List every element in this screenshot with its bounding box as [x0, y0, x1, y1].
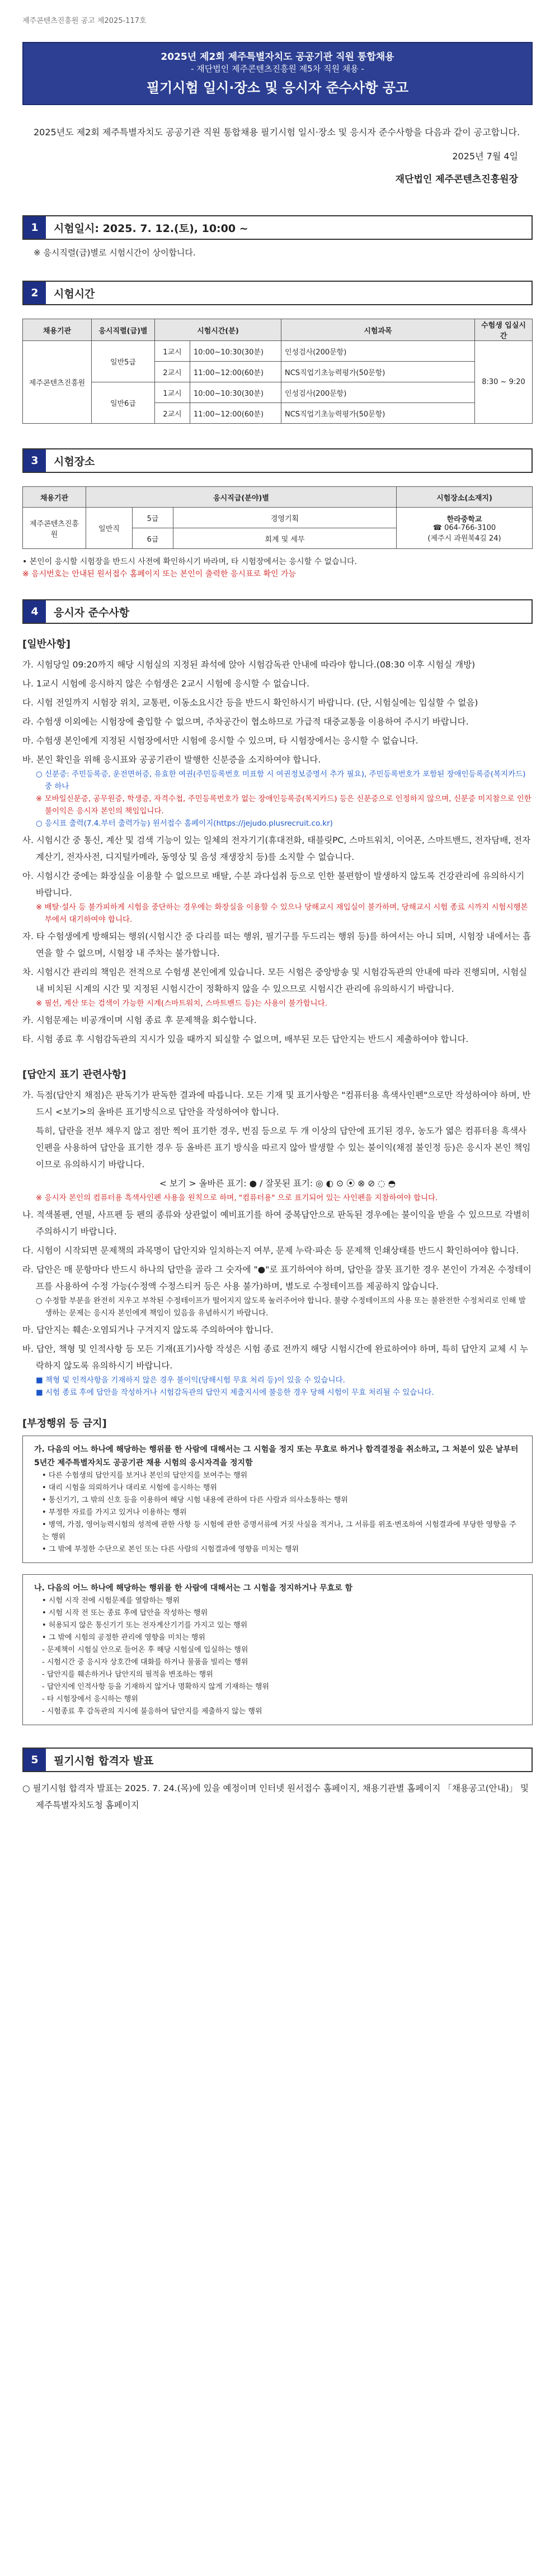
col-header: 채용기관	[23, 319, 92, 341]
rule-item: 마. 답안지는 훼손·오염되거나 구겨지지 않도록 주의하여야 합니다.	[22, 1325, 274, 1335]
cell-subject: NCS직업기초능력평가(50문항)	[281, 362, 475, 382]
cell-org: 제주콘텐츠진흥원	[23, 341, 92, 424]
rule-item: 라. 수험생 이외에는 시험장에 출입할 수 없으며, 주차공간이 협소하므로 가급적 대중교통을 이용하여 주시기 바랍니다.	[22, 717, 469, 727]
final-note: ■ 시험 종료 후에 답안을 작성하거나 시험감독관의 답안지 제출지시에 불응한 경우 당해 시험이 무효 처리될 수 있습니다.	[36, 1388, 434, 1397]
final-note: ■ 책형 및 인적사항을 기재하지 않은 경우 불이익(당해시험 무효 처리 등)이 있을 수 있습니다.	[36, 1376, 345, 1385]
cell-time: 11:00~12:00(60분)	[190, 362, 281, 382]
box-title: 가. 다음의 어느 하나에 해당하는 행위를 한 사람에 대해서는 그 시험을 정지 또는 무효로 하거나 합격결정을 취소하고, 그 처분이 있은 날부터 5년간 제주특별자치도 공공기관 채용 시험의 응시자격을 정지함	[34, 1445, 519, 1467]
cell-subject: 인성검사(200문항)	[281, 341, 475, 362]
section-number: 4	[23, 600, 46, 623]
rule-item: 타. 시험 종료 후 시험감독관의 지시가 있을 때까지 퇴실할 수 없으며, 배부된 모든 답안지는 반드시 제출하여야 합니다.	[22, 1034, 469, 1044]
rule-item: 아. 시험시간 중에는 화장실을 이용할 수 없으므로 배탈, 수분 과다섭취 등으로 인한 불편함이 발생하지 않도록 건강관리에 유의하시기 바랍니다.	[22, 871, 525, 898]
rule-item: 바. 본인 확인을 위해 응시표와 공공기관이 발행한 신분증을 소지하여야 합니다.	[22, 755, 321, 765]
title-line-1: 2025년 제2회 제주특별자치도 공공기관 직원 통합채용	[161, 51, 394, 63]
section-title: 시험일시: 2025. 7. 12.(토), 10:00 ~	[54, 222, 248, 235]
place-address: (제주시 과원북4길 24)	[427, 534, 501, 543]
misconduct-heading: [부정행위 등 금지]	[22, 1418, 107, 1429]
cell-kind: 일반직	[86, 508, 133, 549]
col-header: 채용기관	[23, 487, 86, 508]
id-note: ※ 모바일신분증, 공무원증, 학생증, 자격수첩, 주민등록번호가 없는 장애인등록증(복지카드) 등은 신분증으로 인정하지 않으며, 신분증 미지참으로 인한 불이익은 응시자 본인의 책임입니다.	[36, 794, 532, 816]
issuer-org: 재단법인 제주콘텐츠진흥원장	[395, 174, 518, 185]
rule-item: 다. 시험이 시작되면 문제책의 과목명이 답안지와 일치하는지 여부, 문제 누락·파손 등 문제책 인쇄상태를 반드시 확인하여야 합니다.	[22, 1246, 519, 1256]
cell-grade: 일반6급	[92, 382, 155, 424]
table-row	[23, 508, 533, 528]
lead-paragraph: 2025년도 제2회 제주특별자치도 공공기관 직원 통합채용 필기시험 일시·장소 및 응시자 준수사항을 다음과 같이 공고합니다.	[34, 127, 520, 138]
tape-note: ○ 수정할 부분을 완전히 지우고 부착된 수정테이프가 떨어지지 않도록 눌러주어야 합니다. 불량 수정테이프의 사용 또는 불완전한 수정처리로 인해 발생하는 문제는 응시자 본인에게 책임이 있음을 유념하시기 바랍니다.	[36, 1296, 526, 1318]
rule-item: 마. 수험생 본인에게 지정된 시험장에서만 시험에 응시할 수 있으며, 타 시험장에서는 응시할 수 없습니다.	[22, 736, 418, 746]
rule-item: 바. 답안, 책형 및 인적사항 등 모든 기재(표기)사항 작성은 시험 종료 전까지 해당 시험시간에 완료하여야 하며, 특히 답안지 교체 시 누락하지 않도록 유의하시기 바랍니다.	[22, 1344, 529, 1371]
cell-grade: 일반5급	[92, 341, 155, 382]
list-item: • 병역, 가점, 영어능력시험의 성적에 관한 사항 등 시험에 관한 증명서류에 거짓 사실을 적거나, 그 서류를 위조·변조하여 시험결과에 부당한 영향을 주는 행위	[42, 1521, 516, 1541]
cell-field: 경영기획	[173, 508, 397, 528]
col-header: 수험생 입실시간	[475, 319, 533, 341]
col-header: 시험시간(분)	[155, 319, 281, 341]
cell-subject: NCS직업기초능력평가(50문항)	[281, 403, 475, 424]
cell-org: 제주콘텐츠진흥원	[23, 508, 86, 549]
list-item: • 부정한 자료를 가지고 있거나 이용하는 행위	[42, 1508, 187, 1517]
place-note-1: • 본인이 응시할 시험장을 반드시 사전에 확인하시기 바라며, 타 시험장에서는 응시할 수 없습니다.	[22, 557, 357, 566]
title-box	[22, 42, 533, 105]
cell-checkin: 8:30 ~ 9:20	[475, 341, 533, 424]
id-note: ○ 응시표 출력(7.4.부터 출력가능) 원서접수 홈페이지(https://jejudo.plusrecruit.co.kr)	[36, 819, 333, 828]
rule-subnote: ※ 필선, 계산 또는 검색이 가능한 시계(스마트워치, 스마트밴드 등)는 사용이 불가합니다.	[36, 999, 328, 1008]
cell-place	[397, 508, 533, 549]
rule-item: 나. 1교시 시험에 응시하지 않은 수험생은 2교시 시험에 응시할 수 없습니다.	[22, 679, 310, 689]
place-name: 한라중학교	[446, 515, 482, 524]
rule-item: 라. 답안은 매 문항마다 반드시 하나의 답만을 골라 그 숫자에 "●"로 표기하여야 하며, 답안을 잘못 표기한 경우 본인이 가져온 수정테이프를 사용하여 수정 가능(수정액 수정스티커 등은 사용 불가)하며, 별도로 수정테이프를 제공하지 않습니다.	[22, 1265, 532, 1291]
list-item: • 통신기기, 그 밖의 신호 등을 이용하여 해당 시험 내용에 관하여 다른 사람과 의사소통하는 행위	[42, 1496, 348, 1504]
section-3-header	[22, 448, 533, 473]
answer-rules	[22, 1087, 533, 1399]
box-title: 나. 다음의 어느 하나에 해당하는 행위를 한 사람에 대해서는 그 시험을 정지하거나 무효로 함	[34, 1584, 353, 1593]
general-heading: [일반사항]	[22, 638, 71, 650]
id-note: ○ 신분증: 주민등록증, 운전면허증, 유효한 여권(주민등록번호 미표함 시 여권정보증명서 추가 필요), 주민등록번호가 포함된 장애인등록증(복지카드) 중 하나	[36, 770, 526, 791]
list-item: • 그 밖에 부정한 수단으로 본인 또는 다른 사람의 시험결과에 영향을 미치는 행위	[42, 1545, 299, 1554]
general-rules	[22, 656, 533, 1048]
rule-subnote: ※ 배탈·설사 등 불가피하게 시험을 중단하는 경우에는 화장실을 이용할 수 있으나 당해교시 재입실이 불가하며, 당해교시 시험 종료 시까지 시험시행본부에서 대기하여야 합니다.	[36, 903, 528, 924]
list-item: • 허용되지 않은 통신기기 또는 전자계산기기를 가지고 있는 행위	[42, 1621, 248, 1630]
misconduct-box-2	[22, 1574, 533, 1725]
cell-time: 11:00~12:00(60분)	[190, 403, 281, 424]
list-item: • 시험 시작 전 또는 종료 후에 답안을 작성하는 행위	[42, 1609, 208, 1617]
cell-grade: 5급	[133, 508, 173, 528]
section-title: 시험시간	[54, 287, 95, 300]
cell-field: 회계 및 세무	[173, 528, 397, 549]
list-item: - 시험종료 후 감독관의 지시에 불응하여 답안지를 제출하지 않는 행위	[42, 1707, 262, 1716]
exam-time-table	[22, 319, 533, 424]
marking-example: < 보기 > 올바른 표기: ● / 잘못된 표기: ◎ ◐ ⊙ ⦿ ⊗ ⊘ ◌ ◓	[159, 1178, 396, 1188]
rule-item: 카. 시험문제는 비공개이며 시험 종료 후 문제책을 회수합니다.	[22, 1015, 257, 1025]
rule-item: 사. 시험시간 중 통신, 계산 및 검색 기능이 있는 일체의 전자기기(휴대전화, 태블릿PC, 스마트워치, 이어폰, 스마트밴드, 전자담배, 전자계산기, 전자사전, 디지털카메라, 동영상 및 음성 재생장치 등)를 소지할 수 없습니다.	[22, 835, 531, 862]
exam-place-table	[22, 486, 533, 549]
cell-period: 1교시	[155, 341, 190, 362]
section-number: 3	[23, 449, 46, 472]
list-item: • 대리 시험을 의뢰하거나 대리로 시험에 응시하는 행위	[42, 1484, 217, 1492]
section-4-header	[22, 599, 533, 624]
rule-item: 가. 시험당일 09:20까지 해당 시험실의 지정된 좌석에 앉아 시험감독관 안내에 따라야 합니다.(08:30 이후 시험실 개방)	[22, 660, 476, 670]
table-row	[23, 382, 533, 403]
cell-period: 1교시	[155, 382, 190, 403]
cell-time: 10:00~10:30(30분)	[190, 382, 281, 403]
title-line-3: 필기시험 일시·장소 및 응시자 준수사항 공고	[146, 80, 409, 96]
cell-period: 2교시	[155, 362, 190, 382]
cell-period: 2교시	[155, 403, 190, 424]
list-item: - 타 시험장에서 응시하는 행위	[42, 1695, 138, 1703]
result-notice: ○ 필기시험 합격자 발표는 2025. 7. 24.(목)에 있을 예정이며 인터넷 원서접수 홈페이지, 채용기관별 홈페이지 「채용공고(안내)」 및 제주특별자치도청 홈페이지	[22, 1783, 529, 1810]
rule-item: 차. 시험시간 관리의 책임은 전적으로 수험생 본인에게 있습니다. 모든 시험은 중앙방송 및 시험감독관의 안내에 따라 진행되며, 시험실 내 비치된 시계의 시간 및 지정된 시험시간이 정확하지 않을 수 있으므로 시험시간 관리에 유의하시기 바랍니다.	[22, 967, 528, 994]
list-item: - 시험시간 중 응시자 상호간에 대화를 하거나 물품을 빌리는 행위	[42, 1658, 248, 1666]
cell-subject: 인성검사(200문항)	[281, 382, 475, 403]
section-5-header	[22, 1748, 533, 1772]
section-number: 5	[23, 1749, 46, 1771]
answer-heading: [답안지 표기 관련사항]	[22, 1069, 126, 1081]
table-row	[23, 341, 533, 362]
section-title: 시험장소	[54, 455, 95, 468]
list-item: • 다른 수험생의 답안지를 보거나 본인의 답안지를 보여주는 행위	[42, 1471, 248, 1480]
notice-date: 2025년 7월 4일	[452, 151, 518, 162]
rule-item: 특히, 답란을 전부 채우지 않고 점만 찍어 표기한 경우, 번짐 등으로 두 개 이상의 답안에 표기된 경우, 농도가 엷은 컴퓨터용 흑색사인펜을 사용하여 답안을 표기한 경우 등 올바른 표기 방식을 따르지 않아 발생할 수 있는 불이익(채점 불인정 등)은 응시자 본인 책임이므로 유의하시기 바랍니다.	[36, 1126, 531, 1169]
place-note-2: ※ 응시번호는 안내된 원서접수 홈페이지 또는 본인이 출력한 응시표로 확인 가능	[22, 570, 296, 579]
section-1-note: ※ 응시직렬(급)별로 시험시간이 상이합니다.	[34, 248, 196, 258]
section-title: 필기시험 합격자 발표	[54, 1754, 154, 1767]
col-header: 응시직렬(급)별	[92, 319, 155, 341]
doc-number: 제주콘텐츠진흥원 공고 제2025-117호	[22, 17, 147, 25]
section-number: 2	[23, 282, 46, 304]
rule-item: 다. 시험 전일까지 시험장 위치, 교통편, 이동소요시간 등을 반드시 확인하시기 바랍니다. (단, 시험실에는 입실할 수 없음)	[22, 698, 478, 708]
list-item: - 답안지에 인적사항 등을 기재하지 않거나 명확하지 않게 기재하는 행위	[42, 1683, 270, 1691]
pen-note: ※ 응시자 본인의 컴퓨터용 흑색사인펜 사용을 원칙으로 하며, "컴퓨터용" 으로 표기되어 있는 사인펜을 지참하여야 합니다.	[36, 1194, 438, 1202]
list-item: - 문제책이 시험실 안으로 들어온 후 해당 시험실에 입실하는 행위	[42, 1646, 248, 1654]
cell-time: 10:00~10:30(30분)	[190, 341, 281, 362]
section-2-header	[22, 281, 533, 305]
section-title: 응시자 준수사항	[54, 606, 130, 619]
rule-item: 자. 타 수험생에게 방해되는 행위(시험시간 중 다리를 떠는 행위, 필기구를 두드리는 행위 등)를 하여서는 아니 되며, 시험장 내에서는 흡연을 할 수 없으며, 시험장 내 주차는 불가합니다.	[22, 931, 532, 958]
title-line-2: - 재단법인 제주콘텐츠진흥원 제5차 직원 채용 -	[191, 64, 364, 74]
rule-item: 나. 적색볼펜, 연필, 사프펜 등 펜의 종류와 상관없이 예비표기를 하여 중복답안으로 판독된 경우에는 불이익을 받을 수 있으므로 각별히 주의하시기 바랍니다.	[22, 1210, 530, 1237]
place-notes	[22, 556, 533, 580]
cell-grade: 6급	[133, 528, 173, 549]
section-number: 1	[23, 216, 46, 239]
place-tel: ☎ 064-766-3100	[432, 524, 496, 532]
col-header: 시험장소(소재지)	[397, 487, 533, 508]
section-1-header	[22, 215, 533, 240]
rule-item: 가. 득점(답안지 채점)은 판독기가 판독한 결과에 따릅니다. 모든 기재 및 표기사항은 "컴퓨터용 흑색사인펜"으로만 작성하여야 하며, 반드시 <보기>의 올바른 표기방식으로 답안을 작성하여야 합니다.	[22, 1090, 531, 1117]
list-item: • 시험 시작 전에 시험문제를 열람하는 행위	[42, 1597, 180, 1605]
col-header: 응시직급(분야)별	[86, 487, 397, 508]
list-item: - 답안지를 훼손하거나 답안지의 필적을 변조하는 행위	[42, 1670, 213, 1679]
list-item: • 그 밖에 시험의 공정한 관리에 영향을 미치는 행위	[42, 1633, 205, 1642]
col-header: 시험과목	[281, 319, 475, 341]
misconduct-box-1	[22, 1436, 533, 1563]
